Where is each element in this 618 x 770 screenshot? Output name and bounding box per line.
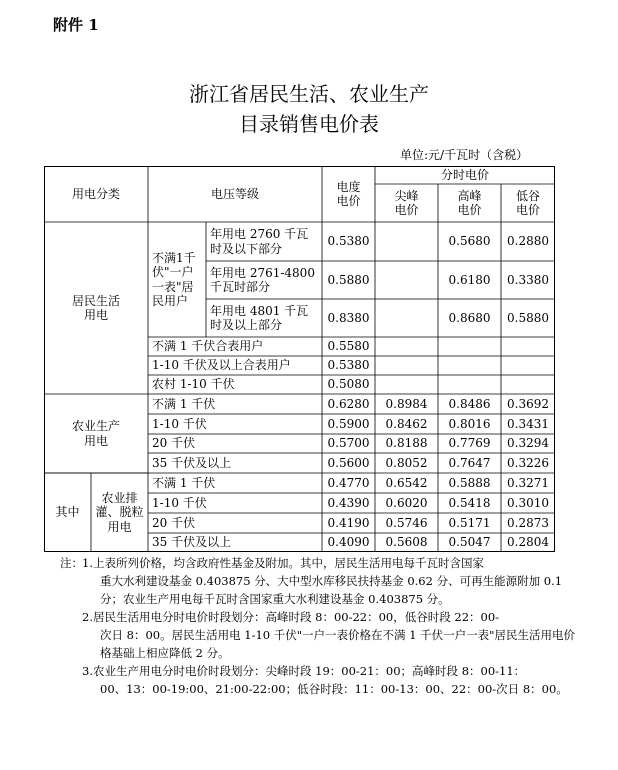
note-1-rest: 重大水利建设基金 0.403875 分、大中型水库移民扶持基金 0.62 分、可再生能源附加 0.1 分；农业生产用电每千瓦时含国家重大水利建设基金 0.403875 分。 (100, 574, 563, 606)
cell-price: 0.4190 (327, 515, 370, 530)
cell-price: 0.5700 (327, 436, 370, 451)
cell-peak: 0.6020 (385, 495, 428, 510)
cell-high: 0.5680 (448, 234, 491, 249)
cell-peak (375, 261, 438, 299)
cell-peak: 0.6542 (385, 475, 428, 490)
row-label: 1-10 千伏及以上合表用户 (152, 358, 291, 373)
row-label: 年用电 2760 千瓦 时及以下部分 (210, 227, 309, 256)
cell-high: 0.5171 (448, 515, 491, 530)
cell-low: 0.2880 (507, 234, 549, 249)
attachment-label: 附件 1 (53, 16, 99, 34)
cell-low: 0.3226 (507, 455, 549, 470)
cell-low: 0.5880 (507, 310, 549, 325)
cell-peak (375, 356, 438, 375)
header-low: 低谷 电价 (515, 188, 540, 217)
header-kwh-price: 电度 电价 (336, 179, 361, 208)
unit-label: 单位:元/千瓦时（含税） (400, 148, 529, 162)
cell-high: 0.7769 (448, 436, 491, 451)
cell-price: 0.6280 (327, 396, 370, 411)
cell-price: 0.5380 (327, 234, 370, 249)
cell-price: 0.4770 (327, 475, 370, 490)
cell-high: 0.8486 (448, 396, 491, 411)
cell-price: 0.5900 (327, 416, 370, 431)
cell-peak: 0.5746 (385, 515, 428, 530)
header-voltage: 电压等级 (210, 186, 259, 201)
cell-low (501, 337, 555, 356)
cell-peak: 0.5608 (385, 535, 428, 550)
cell-price: 0.5600 (327, 455, 370, 470)
group-irrigation: 农业排 灌、脱粒 用电 (95, 490, 144, 534)
header-category: 用电分类 (71, 186, 120, 201)
cell-high: 0.5047 (448, 535, 491, 550)
page-title-line2: 目录销售电价表 (239, 112, 379, 136)
row-label: 35 千伏及以上 (152, 535, 232, 550)
note-1-first: 1.上表所列价格，均含政府性基金及附加。其中，居民生活用电每千瓦时含国家 (82, 556, 484, 570)
note-3-rest: 00、13：00-19:00、21:00-22:00；低谷时段：11：00-13：00、22：00-次日 8：00。 (100, 682, 568, 696)
cell-price: 0.4390 (327, 495, 370, 510)
notes-prefix: 注： (60, 556, 83, 570)
note-1 (60, 554, 580, 608)
row-label: 不满 1 千伏 (152, 396, 216, 411)
cell-peak: 0.8984 (385, 396, 428, 411)
cell-low: 0.3380 (507, 272, 549, 287)
cell-low (501, 356, 555, 375)
cell-high: 0.7647 (448, 455, 491, 470)
row-label: 不满 1 千伏合表用户 (152, 339, 264, 354)
note-2-first: 2.居民生活用电分时电价时段划分：高峰时段 8：00-22：00，低谷时段 22：00- (82, 610, 500, 624)
group-single-household: 不满1千 伏"一户 一表"居 民用户 (152, 250, 196, 308)
cell-price: 0.5580 (327, 339, 370, 354)
row-label: 年用电 4801 千瓦 时及以上部分 (210, 303, 309, 332)
header-tou: 分时电价 (440, 167, 489, 182)
group-other: 其中 (55, 505, 80, 520)
row-label: 20 千伏 (152, 436, 196, 451)
row-label: 农村 1-10 千伏 (152, 377, 235, 392)
note-2-rest: 次日 8：00。居民生活用电 1-10 千伏"一户一表价格在不满 1 千伏一户一表"居民生活用电价格基础上相应降低 2 分。 (100, 628, 575, 660)
cell-peak: 0.8462 (385, 416, 428, 431)
cell-price: 0.5380 (327, 358, 370, 373)
group-agri: 农业生产 用电 (71, 419, 120, 448)
cell-high (438, 356, 501, 375)
row-label: 不满 1 千伏 (152, 475, 216, 490)
row-label: 年用电 2761-4800 千瓦时部分 (210, 265, 315, 294)
cell-low: 0.2804 (507, 535, 549, 550)
cell-peak (375, 375, 438, 394)
cell-peak (375, 337, 438, 356)
note-2 (60, 608, 580, 662)
cell-peak: 0.8188 (385, 436, 428, 451)
cell-price: 0.8380 (327, 310, 370, 325)
page-title-line1: 浙江省居民生活、农业生产 (189, 82, 429, 106)
cell-low: 0.3692 (507, 396, 549, 411)
header-high: 高峰 电价 (457, 188, 482, 217)
cell-high (438, 375, 501, 394)
cell-peak (375, 299, 438, 337)
row-label: 20 千伏 (152, 515, 196, 530)
cell-low: 0.3010 (507, 495, 549, 510)
cell-price: 0.4090 (327, 535, 370, 550)
cell-peak: 0.8052 (385, 455, 428, 470)
row-label: 1-10 千伏 (152, 495, 207, 510)
group-resident: 居民生活 用电 (71, 293, 120, 322)
note-3 (60, 662, 580, 698)
cell-low: 0.2873 (507, 515, 549, 530)
cell-high: 0.5418 (448, 495, 491, 510)
row-label: 1-10 千伏 (152, 416, 207, 431)
note-3-first: 3.农业生产用电分时电价时段划分：尖峰时段 19：00-21：00；高峰时段 8：00-11： (82, 664, 526, 678)
cell-high: 0.6180 (448, 272, 491, 287)
cell-low: 0.3431 (507, 416, 549, 431)
cell-high: 0.8016 (448, 416, 491, 431)
price-table (44, 166, 555, 552)
row-label: 35 千伏及以上 (152, 455, 232, 470)
cell-low (501, 375, 555, 394)
cell-low: 0.3294 (507, 436, 549, 451)
cell-peak (375, 222, 438, 261)
cell-low: 0.3271 (507, 475, 549, 490)
cell-price: 0.5880 (327, 272, 370, 287)
cell-high: 0.5888 (448, 475, 491, 490)
cell-high: 0.8680 (448, 310, 491, 325)
cell-high (438, 337, 501, 356)
notes-section (60, 554, 580, 698)
header-peak: 尖峰 电价 (394, 188, 419, 217)
cell-price: 0.5080 (327, 377, 370, 392)
